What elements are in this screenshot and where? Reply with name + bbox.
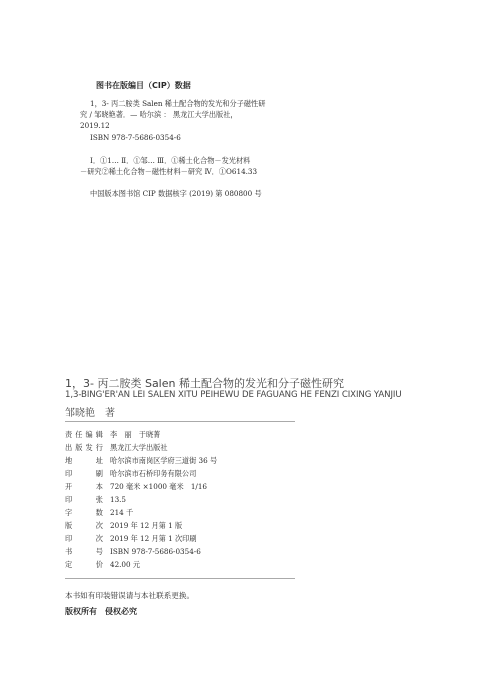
copyright-notice: 版权所有 侵权必究 — [65, 607, 137, 616]
info-value: 哈尔滨市石桥印务有限公司 — [110, 469, 197, 478]
info-value: 42.00 元 — [110, 560, 141, 569]
cip-line: 中国版本图书馆 CIP 数据核字 (2019) 第 080800 号 — [90, 189, 262, 198]
info-label: 印张 — [65, 495, 103, 504]
info-row-publisher — [65, 442, 168, 453]
cip-line: 2019.12 — [80, 121, 110, 130]
info-row-sheets — [65, 494, 126, 505]
info-value: 李 丽 于晓菁 — [110, 430, 161, 439]
info-label: 地址 — [65, 456, 103, 465]
info-value: 214 千 — [110, 508, 134, 517]
info-label: 印刷 — [65, 469, 103, 478]
info-row-address — [65, 455, 217, 466]
info-value: 黑龙江大学出版社 — [110, 443, 168, 452]
info-row-price — [65, 559, 140, 570]
info-label: 书号 — [65, 547, 103, 556]
info-value: 哈尔滨市南岗区学府三道街 36 号 — [110, 456, 218, 465]
cip-line: 究 / 邹晓艳著．— 哈尔滨 ： 黑龙江大学出版社， — [80, 110, 238, 119]
info-label: 出版发行 — [65, 443, 103, 452]
book-title-chinese: 1，3- 丙二胺类 Salen 稀土配合物的发光和分子磁性研究 — [65, 377, 344, 390]
info-row-isbn — [65, 546, 201, 557]
divider-bottom — [65, 578, 295, 579]
cip-line: －研究②稀土化合物－磁性材料－研究 Ⅳ．①O614.33 — [80, 167, 258, 176]
info-label: 定价 — [65, 560, 103, 569]
info-row-edition — [65, 520, 182, 531]
divider-top — [65, 421, 295, 422]
info-row-printer — [65, 468, 196, 479]
info-row-printing — [65, 533, 197, 544]
info-label: 责任编辑 — [65, 430, 103, 439]
info-value: 2019 年 12 月第 1 次印刷 — [110, 534, 197, 543]
info-row-editor — [65, 429, 160, 440]
info-label: 印次 — [65, 534, 103, 543]
book-author: 邹晓艳 著 — [65, 408, 115, 419]
info-row-word-count — [65, 507, 133, 518]
cip-heading: 图书在版编目（CIP）数据 — [96, 81, 191, 90]
info-label: 字数 — [65, 508, 103, 517]
book-title-pinyin: 1,3-BING'ER'AN LEI SALEN XITU PEIHEWU DE FAGUANG HE FENZI CIXING YANJIU — [65, 390, 402, 400]
info-label: 版次 — [65, 521, 103, 530]
cip-line: Ⅰ．①1… Ⅱ．①邹… Ⅲ．①稀土化合物－发光材料 — [90, 156, 251, 165]
info-value: 2019 年 12 月第 1 版 — [110, 521, 183, 530]
misprint-notice: 本书如有印装错误请与本社联系更换。 — [65, 591, 195, 600]
cip-line: ISBN 978-7-5686-0354-6 — [90, 133, 181, 142]
info-row-format — [65, 481, 207, 492]
info-label: 开本 — [65, 482, 103, 491]
cip-line: 1，3- 丙二胺类 Salen 稀土配合物的发光和分子磁性研 — [90, 99, 266, 108]
info-value: ISBN 978-7-5686-0354-6 — [110, 547, 201, 556]
info-value: 720 毫米 ×1000 毫米 1/16 — [110, 482, 207, 491]
info-value: 13.5 — [110, 495, 127, 504]
